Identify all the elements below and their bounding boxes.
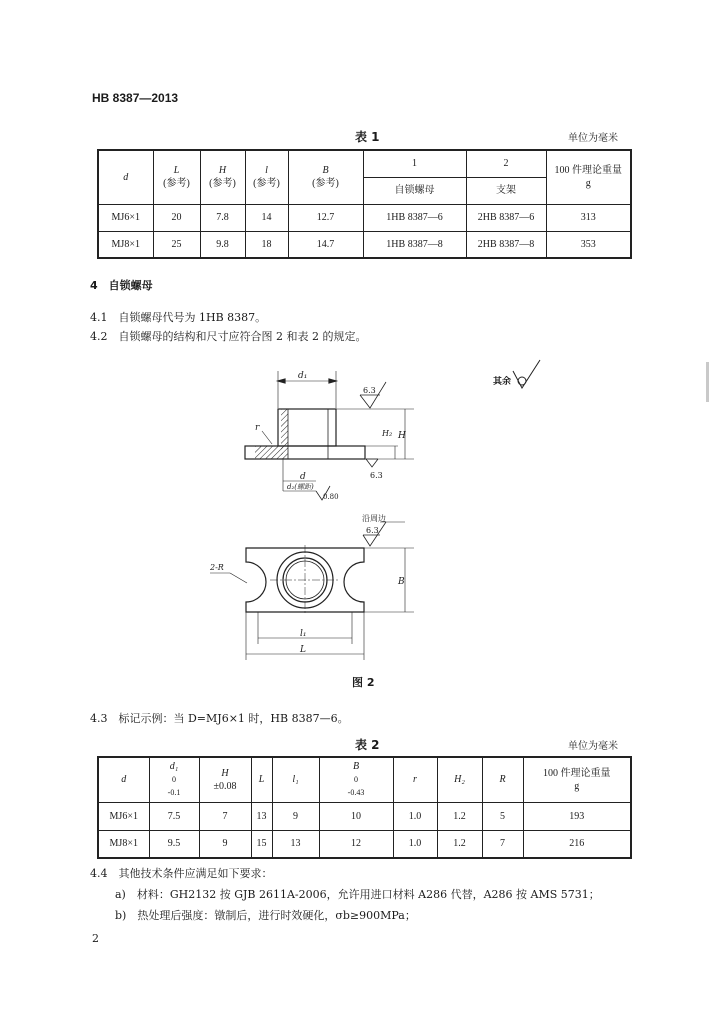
t1-header-col2-sub: 支架 [466,177,546,204]
table1 [97,149,632,259]
roughness-63-bottom: 6.3 [370,471,383,480]
section4-heading: 4 自锁螺母 [90,279,153,292]
rest-roughness-symbol [493,360,540,388]
t2-header-d: d [98,757,149,802]
t2-cell: 9 [199,830,251,858]
t2-cell: 216 [523,830,631,858]
scan-edge-mark [706,362,709,402]
table1-unit: 单位为毫米 [568,133,618,144]
label-H: H [398,431,406,441]
label-d2: d₂(螺距) [287,483,314,491]
t2-header-r: r [393,757,437,802]
t1-header-l: l (参考) [245,150,288,204]
t2-cell: 15 [251,830,272,858]
t1-cell: 7.8 [200,204,245,231]
para-4-1: 4.1 自锁螺母代号为 1HB 8387。 [90,311,267,324]
label-L: L [300,645,306,655]
t1-header-L: L (参考) [153,150,200,204]
label-B: B [398,577,405,587]
t2-cell: MJ6×1 [98,802,149,830]
table-row [98,204,631,231]
t2-cell: 1.2 [437,830,482,858]
t2-cell: 9.5 [149,830,199,858]
t2-cell: 7 [199,802,251,830]
para-4-4-b: b) 热处理后强度：镦制后，进行时效硬化，σb≥900MPa； [115,909,416,922]
t1-cell: 353 [546,231,631,258]
table2-unit: 单位为毫米 [568,741,618,752]
para-4-4-a: a) 材料：GH2132 按 GJB 2611A-2006，允许用进口材料 A286 代替，A286 按 AMS 5731； [115,888,600,901]
t1-cell: 2HB 8387—8 [466,231,546,258]
t2-cell: 1.0 [393,830,437,858]
t2-cell: 9 [272,802,319,830]
t2-cell: MJ8×1 [98,830,149,858]
t1-cell: 12.7 [288,204,363,231]
label-d: d [300,472,306,482]
figure2-caption: 图 2 [352,676,375,689]
t2-header-R: R [482,757,523,802]
t2-cell: 10 [319,802,393,830]
table-row [98,830,631,858]
t1-cell: 18 [245,231,288,258]
table2 [97,756,632,859]
t2-header-weight: 100 件理论重量 g [523,757,631,802]
t1-cell: 14 [245,204,288,231]
t1-cell: 9.8 [200,231,245,258]
rest-label: 其余 [493,377,512,387]
t1-cell: 20 [153,204,200,231]
roughness-63-top: 6.3 [363,386,376,395]
t2-cell: 13 [272,830,319,858]
para-4-2: 4.2 自锁螺母的结构和尺寸应符合图 2 和表 2 的规定。 [90,330,367,343]
t2-cell: 5 [482,802,523,830]
t2-header-l1: l₁ [272,757,319,802]
t1-cell: 25 [153,231,200,258]
t2-header-H: H ±0.08 [199,757,251,802]
t2-cell: 7.5 [149,802,199,830]
para-4-3: 4.3 标记示例：当 D=MJ6×1 时，HB 8387—6。 [90,712,349,725]
t1-cell: MJ6×1 [98,204,153,231]
t1-cell: 1HB 8387—8 [363,231,466,258]
t2-cell: 1.2 [437,802,482,830]
t2-header-H2: H₂ [437,757,482,802]
t1-header-col1-sub: 自锁螺母 [363,177,466,204]
t1-cell: MJ8×1 [98,231,153,258]
t2-header-d1: d₁ 0 -0.1 [149,757,199,802]
roughness-63-edge: 6.3 [366,526,379,535]
t2-header-L: L [251,757,272,802]
label-d1: d₁ [298,371,308,381]
t1-cell: 14.7 [288,231,363,258]
t1-header-B: B (参考) [288,150,363,204]
t1-header-col2: 2 [466,150,546,177]
t1-header-weight: 100 件理论重量 g [546,150,631,204]
t1-header-H: H (参考) [200,150,245,204]
t2-cell: 1.0 [393,802,437,830]
label-H2: H₂ [382,429,393,438]
t1-cell: 313 [546,204,631,231]
t2-cell: 13 [251,802,272,830]
table1-title: 表 1 [355,130,380,144]
along-edge-label: 沿周边 [362,514,386,523]
t2-cell: 193 [523,802,631,830]
table2-title: 表 2 [355,738,380,752]
t1-cell: 1HB 8387—6 [363,204,466,231]
t1-cell: 2HB 8387—6 [466,204,546,231]
label-r: r [255,423,260,433]
standard-code: HB 8387—2013 [92,91,179,105]
table-row [98,802,631,830]
t1-header-col1: 1 [363,150,466,177]
top-view [210,522,414,660]
t1-header-d: d [98,150,153,204]
page-number: 2 [92,932,99,945]
label-l1: l₁ [300,629,307,639]
t2-cell: 7 [482,830,523,858]
table-row [98,231,631,258]
figure2-drawing [0,355,725,695]
roughness-080: 0.80 [323,493,339,501]
t2-header-B: B 0 -0.43 [319,757,393,802]
t2-cell: 12 [319,830,393,858]
label-2R: 2-R [210,563,224,572]
para-4-4: 4.4 其他技术条件应满足如下要求： [90,867,273,880]
